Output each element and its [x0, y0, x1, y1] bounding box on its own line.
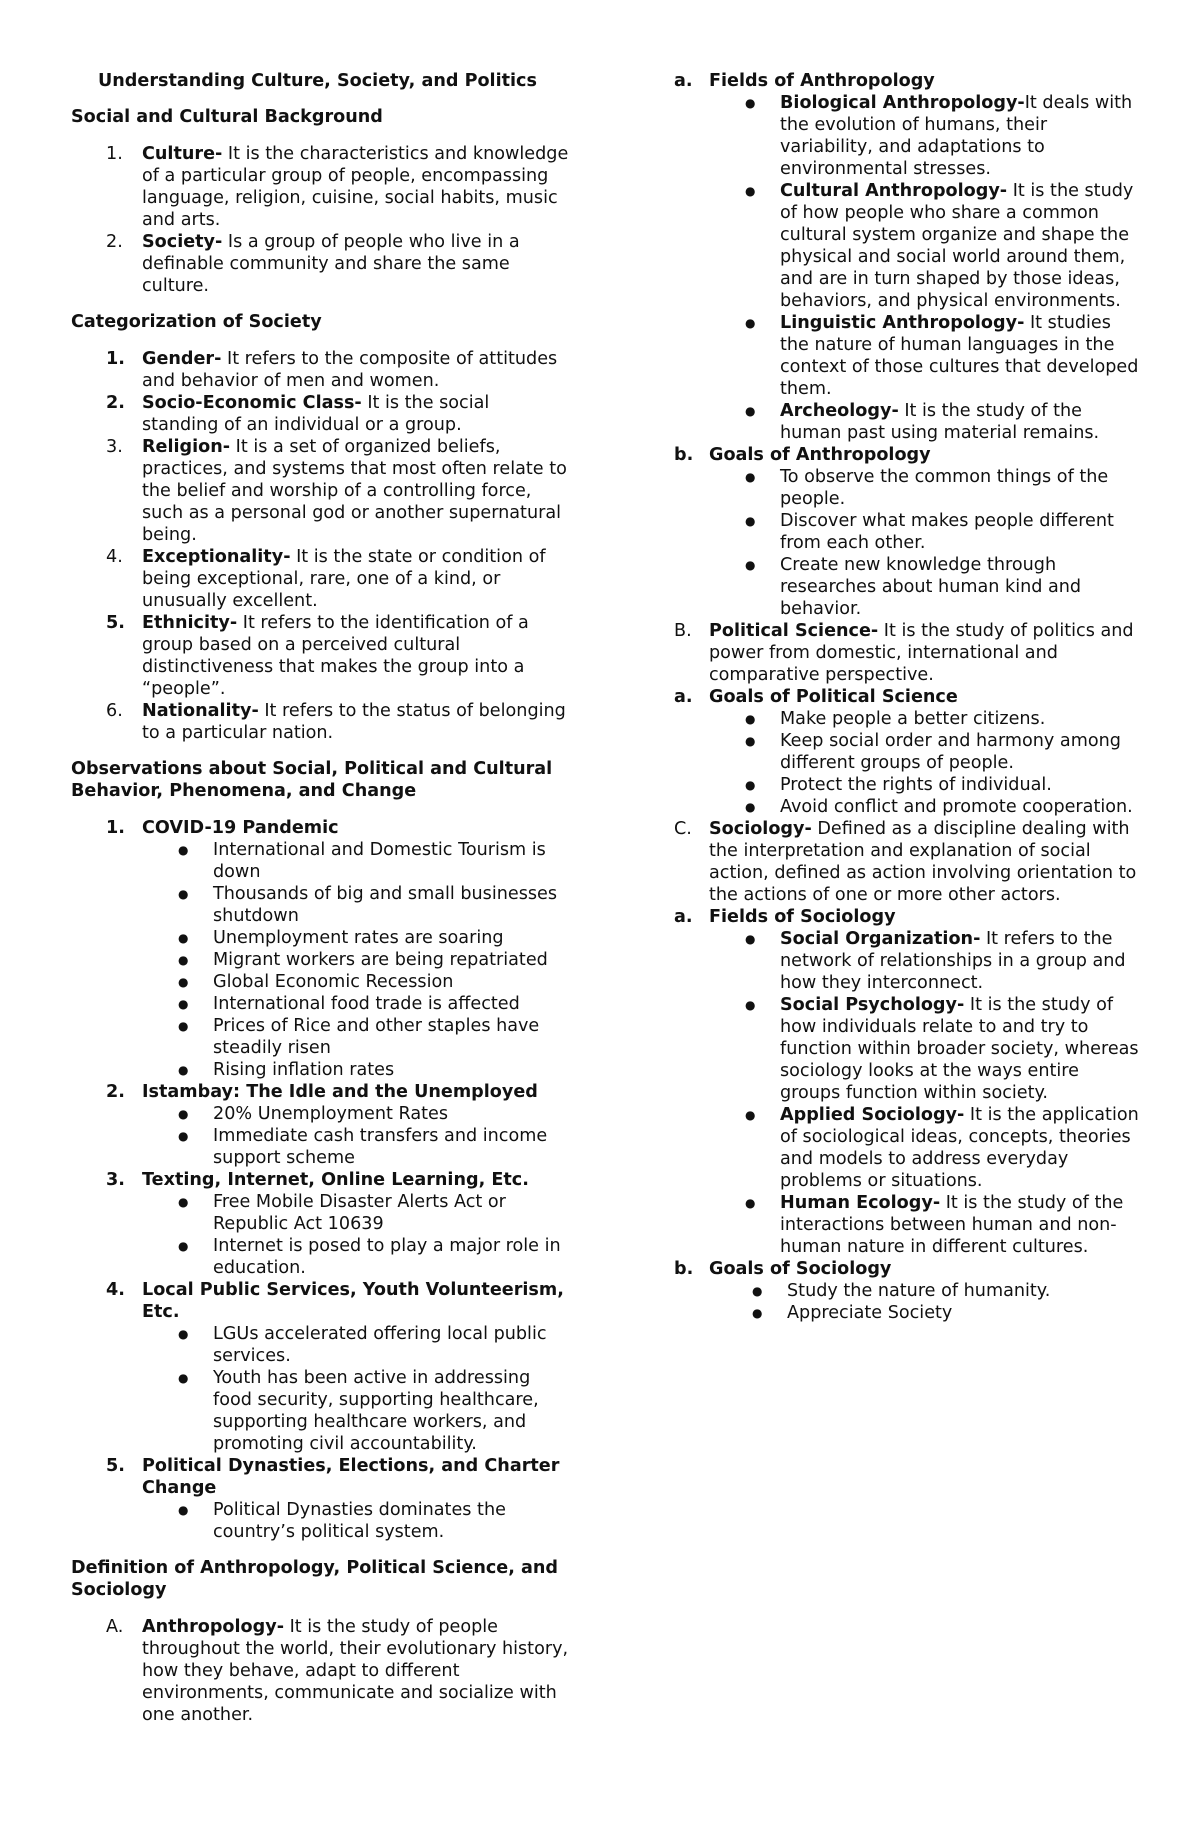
bullet-text: Create new knowledge through researches about human kind and behavior. [780, 555, 1082, 619]
outline-term: Goals of Anthropology [709, 445, 931, 465]
bullet-icon: ● [745, 96, 756, 110]
bullet-text: Discover what makes people different from each other. [780, 511, 1114, 553]
bullet-item [142, 1499, 571, 1543]
item-text: It refers to the identification of a group based on a perceived cultural distinctiveness that makes the group into a “people”. [142, 613, 529, 699]
item-text: It is the social standing of an individual or a group. [142, 393, 490, 435]
bullet-text: Keep social order and harmony among different groups of people. [780, 731, 1121, 773]
bullet-item [142, 1059, 571, 1081]
outline-term: Fields of Anthropology [709, 71, 935, 91]
bullet-text: International and Domestic Tourism is down [213, 840, 546, 882]
bullet-text: 20% Unemployment Rates [213, 1104, 449, 1124]
bullet-text: International food trade is affected [213, 994, 520, 1014]
bullet-icon: ● [178, 1129, 189, 1143]
right-column [674, 70, 1144, 1324]
bullet-term: Human Ecology- [780, 1193, 941, 1213]
bullet-icon: ● [745, 800, 756, 814]
bullet-term: Applied Sociology- [780, 1105, 965, 1125]
item-number: 2. [106, 393, 125, 413]
bullet-term: Social Psychology- [780, 995, 965, 1015]
list-item [71, 700, 571, 744]
bullet-item [709, 180, 1144, 312]
outline-term: Fields of Sociology [709, 907, 896, 927]
bullet-icon: ● [745, 734, 756, 748]
bullet-text: Internet is posed to play a major role in education. [213, 1236, 561, 1278]
bullet-term: Archeology- [780, 401, 899, 421]
bullet-list [709, 92, 1144, 444]
list-item [71, 1081, 571, 1169]
outline-mark: B. [674, 621, 692, 641]
item-number: 3. [106, 437, 123, 457]
bullet-text: It is the study of the interactions between human and non-human nature in different cultures. [780, 1193, 1124, 1257]
item-text: It is a set of organized beliefs, practices, and systems that most often relate to the belief and worship of a controlling force, such as a personal god or another supernatural being. [142, 437, 567, 545]
item-number: 2. [106, 1082, 125, 1102]
item-term: Political Dynasties, Elections, and Charter Change [142, 1456, 560, 1498]
numbered-list [71, 1616, 571, 1726]
item-term: Culture- [142, 144, 223, 164]
bullet-item [142, 1125, 571, 1169]
item-term: Gender- [142, 349, 222, 369]
outline-item [674, 906, 1144, 1258]
list-item [71, 392, 571, 436]
outline-list [674, 70, 1144, 1324]
bullet-text: Prices of Rice and other staples have steadily risen [213, 1016, 540, 1058]
bullet-icon: ● [745, 1108, 756, 1122]
item-text: It is the state or condition of being exceptional, rare, one of a kind, or unusually excellent. [142, 547, 546, 611]
bullet-text: It is the application of sociological ideas, concepts, theories and models to address everyday problems or situations. [780, 1105, 1139, 1191]
item-number: A. [106, 1617, 124, 1637]
bullet-icon: ● [178, 997, 189, 1011]
bullet-text: Appreciate Society [787, 1303, 953, 1323]
bullet-item [142, 927, 571, 949]
bullet-text: Free Mobile Disaster Alerts Act or Republic Act 10639 [213, 1192, 506, 1234]
list-item [71, 348, 571, 392]
item-term: Socio-Economic Class- [142, 393, 362, 413]
item-number: 1. [106, 144, 123, 164]
item-number: 4. [106, 1280, 125, 1300]
outline-item [674, 444, 1144, 620]
list-item [71, 817, 571, 1081]
bullet-text: Study the nature of humanity. [787, 1281, 1051, 1301]
bullet-item [142, 971, 571, 993]
bullet-icon: ● [178, 1239, 189, 1253]
item-text: It is the characteristics and knowledge of a particular group of people, encompassing language, religion, cuisine, social habits, music and arts. [142, 144, 569, 230]
page-title: Understanding Culture, Society, and Politics [98, 71, 537, 91]
item-term: Anthropology- [142, 1617, 285, 1637]
outline-term: Goals of Sociology [709, 1259, 892, 1279]
outline-item [674, 818, 1144, 906]
item-number: 6. [106, 701, 123, 721]
bullet-icon: ● [752, 1284, 763, 1298]
bullet-list [142, 1499, 571, 1543]
bullet-icon: ● [178, 1371, 189, 1385]
bullet-icon: ● [178, 1327, 189, 1341]
bullet-term: Social Organization- [780, 929, 981, 949]
outline-item [674, 686, 1144, 818]
outline-term: Political Science- [709, 621, 879, 641]
list-item [71, 436, 571, 546]
bullet-list [709, 928, 1144, 1258]
outline-term: Sociology- [709, 819, 812, 839]
bullet-icon: ● [745, 404, 756, 418]
bullet-icon: ● [178, 1019, 189, 1033]
item-term: Exceptionality- [142, 547, 291, 567]
numbered-list [71, 817, 571, 1543]
bullet-item [709, 92, 1144, 180]
bullet-icon: ● [178, 1503, 189, 1517]
bullet-text: Protect the rights of individual. [780, 775, 1052, 795]
bullet-icon: ● [178, 953, 189, 967]
item-term: Texting, Internet, Online Learning, Etc. [142, 1170, 529, 1190]
bullet-text: It refers to the network of relationships in a group and how they interconnect. [780, 929, 1126, 993]
list-item [71, 231, 571, 297]
bullet-icon: ● [178, 1107, 189, 1121]
bullet-text: Unemployment rates are soaring [213, 928, 504, 948]
bullet-item [709, 928, 1144, 994]
item-number: 1. [106, 818, 125, 838]
outline-term: Goals of Political Science [709, 687, 958, 707]
bullet-text: Immediate cash transfers and income support scheme [213, 1126, 548, 1168]
bullet-item [709, 1104, 1144, 1192]
bullet-item [709, 994, 1144, 1104]
bullet-icon: ● [178, 843, 189, 857]
item-text: It refers to the composite of attitudes and behavior of men and women. [142, 349, 558, 391]
list-item [71, 1616, 571, 1726]
bullet-item [709, 1280, 1144, 1302]
bullet-icon: ● [745, 514, 756, 528]
bullet-text: Make people a better citizens. [780, 709, 1046, 729]
bullet-text: Rising inflation rates [213, 1060, 395, 1080]
bullet-icon: ● [178, 975, 189, 989]
bullet-item [709, 774, 1144, 796]
item-number: 5. [106, 613, 125, 633]
bullet-text: It is the study of how individuals relate to and try to function within broader society, whereas sociology looks at the ways entire groups function within society. [780, 995, 1139, 1103]
bullet-text: Migrant workers are being repatriated [213, 950, 548, 970]
bullet-text: It is the study of how people who share a common cultural system organize and shape the physical and social world around them, and are in turn shaped by those ideas, behaviors, and physical environments. [780, 181, 1134, 311]
bullet-list [142, 1323, 571, 1455]
outline-text: Defined as a discipline dealing with the interpretation and explanation of social action, defined as action involving orientation to the actions of one or more other actors. [709, 819, 1137, 905]
outline-item [674, 1258, 1144, 1324]
item-term: Local Public Services, Youth Volunteerism, Etc. [142, 1280, 564, 1322]
bullet-item [709, 510, 1144, 554]
item-term: Ethnicity- [142, 613, 238, 633]
bullet-item [709, 466, 1144, 510]
outline-item [674, 620, 1144, 686]
item-text: Is a group of people who live in a definable community and share the same culture. [142, 232, 520, 296]
outline-item [674, 70, 1144, 444]
bullet-list [142, 839, 571, 1081]
bullet-icon: ● [178, 931, 189, 945]
bullet-item [142, 1191, 571, 1235]
bullet-text: LGUs accelerated offering local public services. [213, 1324, 547, 1366]
list-item [71, 143, 571, 231]
numbered-list [71, 348, 571, 744]
bullet-item [142, 839, 571, 883]
bullet-icon: ● [745, 470, 756, 484]
bullet-item [142, 993, 571, 1015]
bullet-icon: ● [178, 887, 189, 901]
bullet-icon: ● [745, 932, 756, 946]
outline-mark: a. [674, 907, 693, 927]
bullet-list [709, 466, 1144, 620]
item-term: Society- [142, 232, 223, 252]
bullet-icon: ● [178, 1195, 189, 1209]
bullet-item [709, 708, 1144, 730]
bullet-item [709, 1192, 1144, 1258]
item-term: Nationality- [142, 701, 259, 721]
outline-mark: b. [674, 1259, 694, 1279]
item-number: 3. [106, 1170, 125, 1190]
outline-mark: a. [674, 687, 693, 707]
section-heading: Definition of Anthropology, Political Science, and Sociology [71, 1558, 559, 1600]
bullet-item [709, 796, 1144, 818]
bullet-list [709, 708, 1144, 818]
outline-mark: a. [674, 71, 693, 91]
bullet-text: It deals with the evolution of humans, their variability, and adaptations to environmental stresses. [780, 93, 1133, 179]
bullet-text: To observe the common things of the people. [780, 467, 1109, 509]
bullet-icon: ● [178, 1063, 189, 1077]
bullet-icon: ● [752, 1306, 763, 1320]
bullet-list [142, 1191, 571, 1279]
bullet-item [709, 312, 1144, 400]
item-number: 1. [106, 349, 125, 369]
bullet-icon: ● [745, 778, 756, 792]
item-term: Religion- [142, 437, 231, 457]
list-item [71, 1455, 571, 1543]
section-heading: Social and Cultural Background [71, 107, 383, 127]
list-item [71, 546, 571, 612]
bullet-item [142, 1323, 571, 1367]
bullet-text: Youth has been active in addressing food security, supporting healthcare, supporting healthcare workers, and promoting civil accountability. [213, 1368, 539, 1454]
item-text: It is the study of people throughout the world, their evolutionary history, how they behave, adapt to different environments, communicate and socialize with one another. [142, 1617, 569, 1725]
bullet-item [142, 1015, 571, 1059]
bullet-text: Political Dynasties dominates the country’s political system. [213, 1500, 506, 1542]
bullet-icon: ● [745, 558, 756, 572]
item-number: 5. [106, 1456, 125, 1476]
bullet-icon: ● [745, 712, 756, 726]
bullet-item [709, 730, 1144, 774]
bullet-item [709, 554, 1144, 620]
bullet-list [709, 1280, 1144, 1324]
bullet-item [142, 1103, 571, 1125]
bullet-text: Avoid conflict and promote cooperation. [780, 797, 1133, 817]
outline-mark: C. [674, 819, 692, 839]
item-text: It refers to the status of belonging to a particular nation. [142, 701, 566, 743]
bullet-item [142, 1235, 571, 1279]
list-item [71, 1279, 571, 1455]
bullet-item [709, 1302, 1144, 1324]
item-term: Istambay: The Idle and the Unemployed [142, 1082, 538, 1102]
item-number: 4. [106, 547, 123, 567]
left-column [71, 70, 571, 1740]
bullet-item [142, 949, 571, 971]
section-heading: Categorization of Society [71, 312, 322, 332]
bullet-icon: ● [745, 998, 756, 1012]
outline-mark: b. [674, 445, 694, 465]
item-number: 2. [106, 232, 123, 252]
bullet-text: It studies the nature of human languages in the context of those cultures that developed them. [780, 313, 1139, 399]
bullet-text: Thousands of big and small businesses shutdown [213, 884, 558, 926]
bullet-term: Linguistic Anthropology- [780, 313, 1025, 333]
bullet-item [709, 400, 1144, 444]
outline-text: It is the study of politics and power from domestic, international and comparative perspective. [709, 621, 1134, 685]
list-item [71, 612, 571, 700]
section-heading: Observations about Social, Political and Cultural Behavior, Phenomena, and Change [71, 759, 553, 801]
list-item [71, 1169, 571, 1279]
bullet-term: Biological Anthropology- [780, 93, 1025, 113]
bullet-text: Global Economic Recession [213, 972, 454, 992]
bullet-icon: ● [745, 1196, 756, 1210]
bullet-icon: ● [745, 184, 756, 198]
item-term: COVID-19 Pandemic [142, 818, 339, 838]
bullet-term: Cultural Anthropology- [780, 181, 1008, 201]
bullet-item [142, 883, 571, 927]
bullet-list [142, 1103, 571, 1169]
numbered-list [71, 143, 571, 297]
bullet-item [142, 1367, 571, 1455]
bullet-text: It is the study of the human past using material remains. [780, 401, 1100, 443]
bullet-icon: ● [745, 316, 756, 330]
